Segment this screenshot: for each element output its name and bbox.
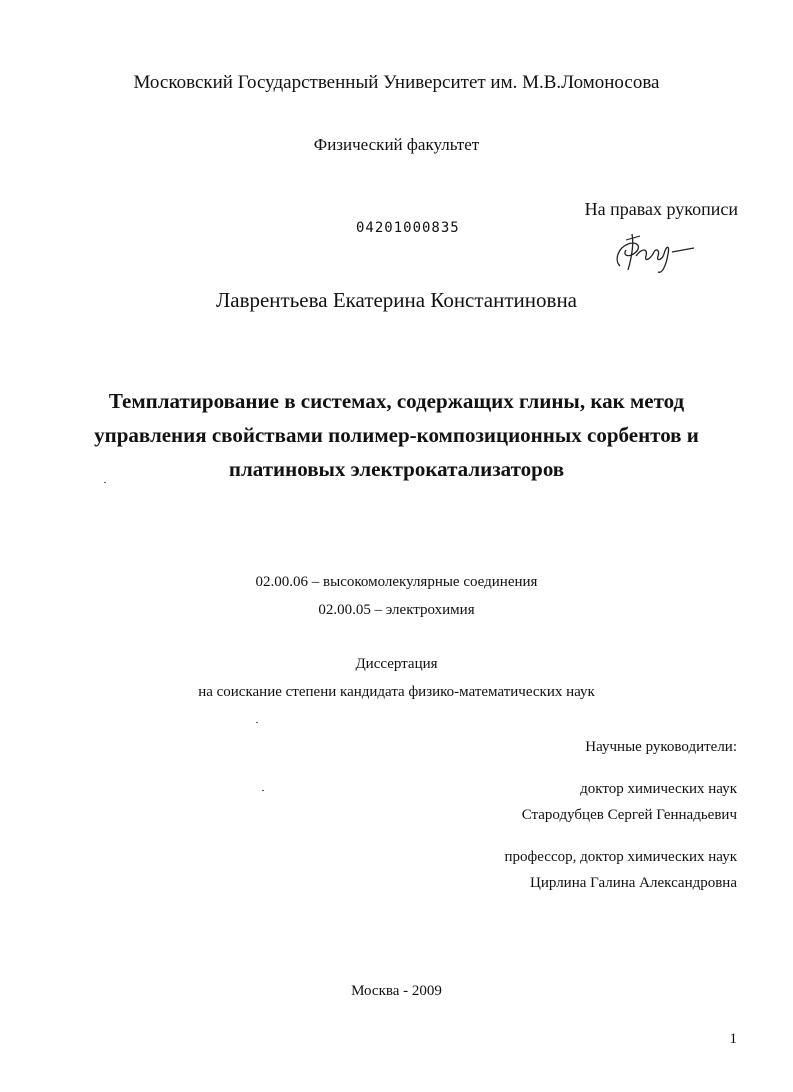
specialty-code: 02.00.06 – высокомолекулярные соединения [255, 574, 538, 590]
manuscript-note: На правах рукописи [584, 199, 738, 219]
title-line: управления свойствами полимер-композиционных сорбентов и [94, 423, 699, 447]
specialty-code: 02.00.05 – электрохимия [318, 602, 475, 618]
dissertation-title [60, 384, 733, 486]
faculty-name: Физический факультет [313, 135, 480, 154]
dissertation-type: Диссертация [355, 656, 438, 672]
supervisor-name: Стародубцев Сергей Геннадьевич [521, 807, 737, 823]
scan-speck [262, 790, 264, 791]
scan-speck [104, 482, 106, 483]
degree-statement: на соискание степени кандидата физико-математических наук [198, 684, 595, 700]
supervisor-name: Цирлина Галина Александровна [530, 875, 737, 891]
title-line: Темплатирование в системах, содержащих глины, как метод [108, 389, 685, 413]
supervisor-degree: профессор, доктор химических наук [504, 849, 737, 865]
author-name: Лаврентьева Екатерина Константиновна [216, 288, 577, 312]
university-name: Московский Государственный Университет им. М.В.Ломоносова [133, 72, 660, 93]
supervisor-degree: доктор химических наук [580, 781, 737, 797]
supervisors-heading: Научные руководители: [585, 739, 737, 755]
scan-speck [256, 722, 258, 723]
signature-icon [606, 226, 702, 278]
city-year: Москва - 2009 [351, 983, 442, 999]
page-number: 1 [729, 1031, 737, 1047]
registration-code: 04201000835 [356, 220, 460, 236]
title-line: платиновых электрокатализаторов [228, 457, 565, 481]
